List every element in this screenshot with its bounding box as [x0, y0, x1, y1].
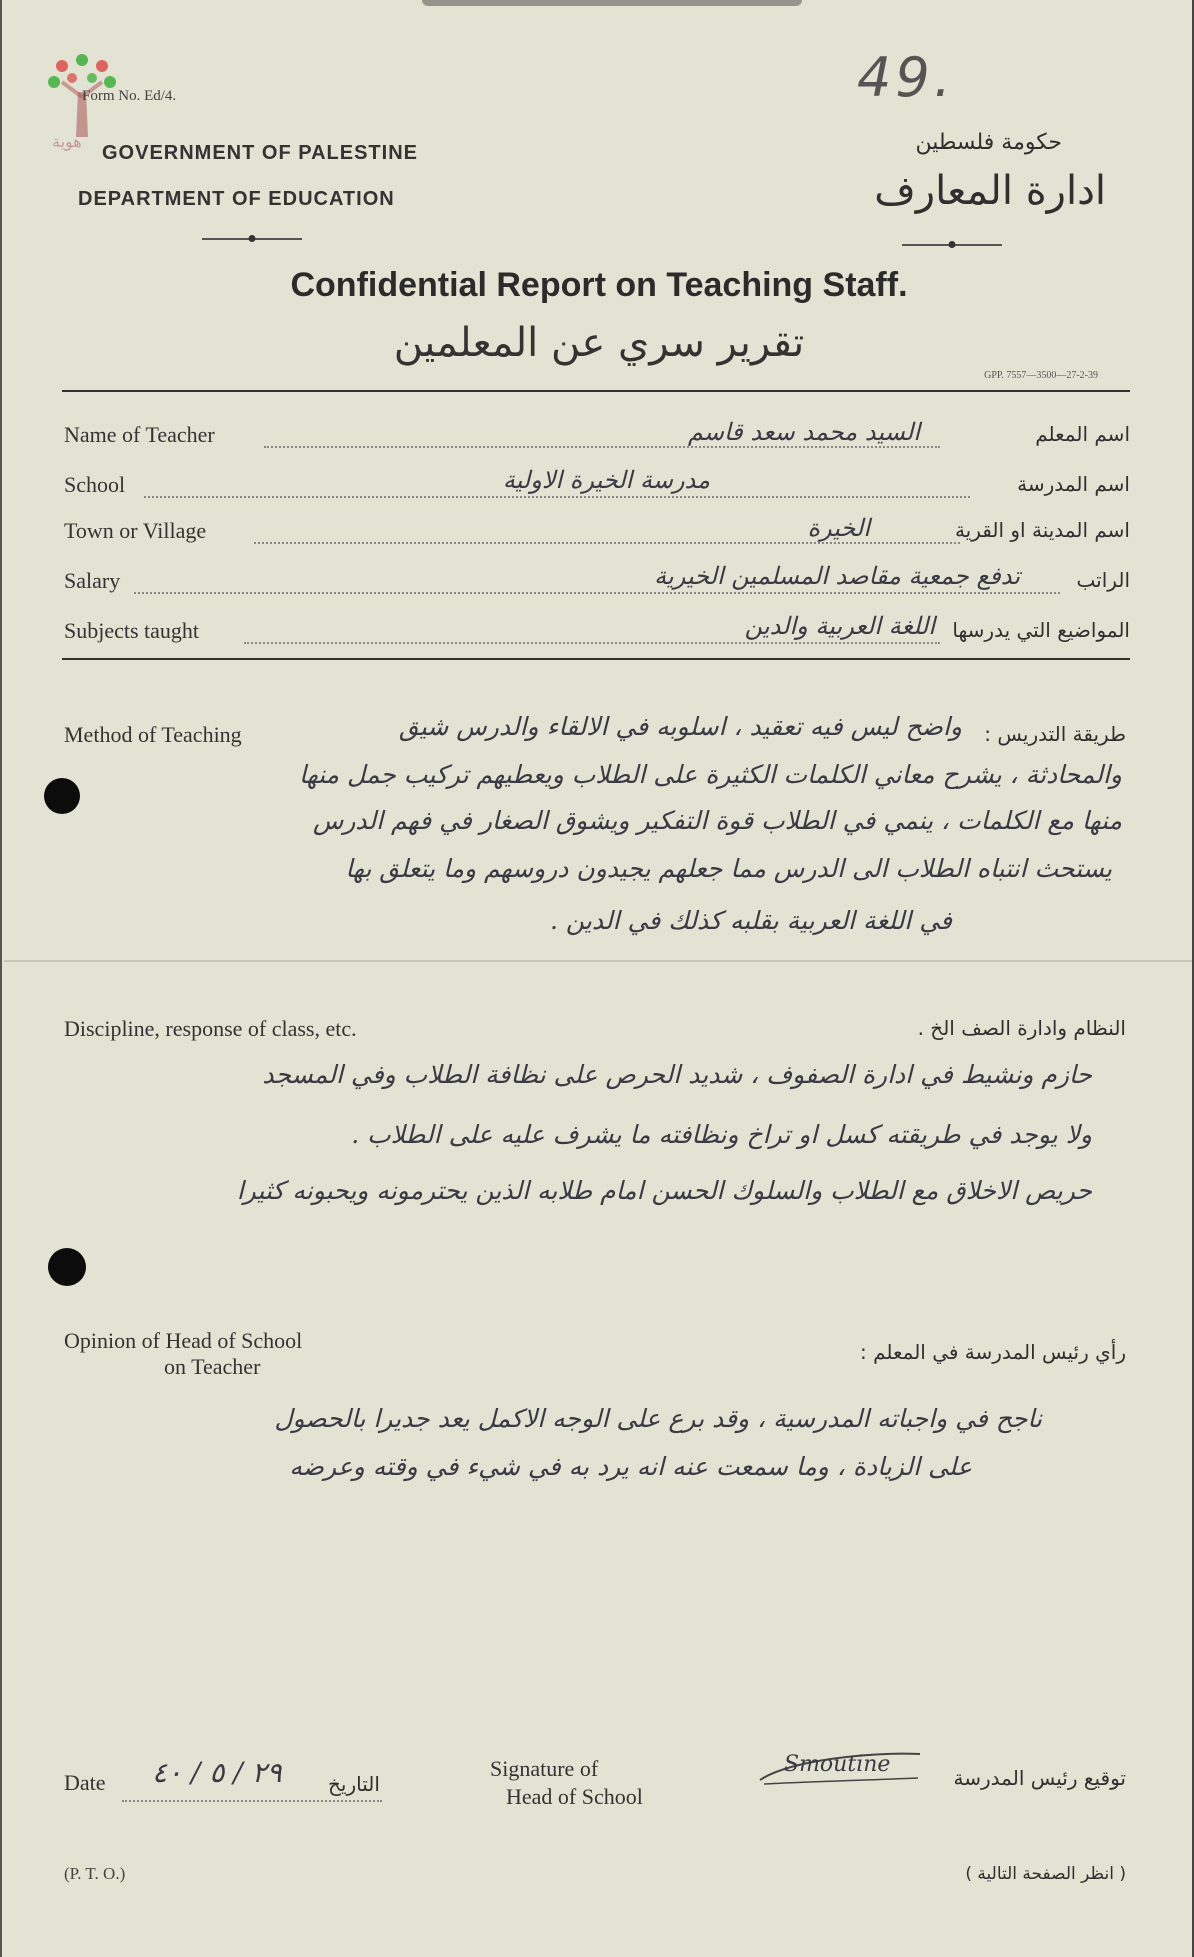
field-label-arabic: الراتب: [1076, 568, 1130, 592]
field-label: Town or Village: [64, 518, 207, 543]
field-label-arabic: اسم المدينة او القرية: [954, 518, 1130, 542]
field-label: Name of Teacher: [64, 422, 215, 447]
field-label-arabic: اسم المدرسة: [1017, 472, 1130, 496]
discipline-line: ولا يوجد في طريقته كسل او تراخ ونظافته ما يشرف عليه على الطلاب .: [351, 1120, 1092, 1149]
field-row: [64, 418, 1130, 458]
date-value: ٢٩ / ٥ / ٤٠: [152, 1756, 282, 1789]
field-value: السيد محمد سعد قاسم: [687, 418, 920, 446]
opinion-label-arabic: رأي رئيس المدرسة في المعلم :: [859, 1340, 1126, 1364]
dotted-line: [264, 446, 940, 448]
field-row: [64, 564, 1130, 604]
right-ornament-rule: [902, 244, 1002, 246]
department-title-arabic: ادارة المعارف: [874, 168, 1106, 214]
field-value: مدرسة الخيرة الاولية: [502, 466, 710, 494]
method-line: في اللغة العربية بقلبه كذلك في الدين .: [550, 906, 952, 935]
field-label-arabic: اسم المعلم: [1035, 422, 1130, 446]
watermark-text: هوية: [52, 132, 82, 151]
field-row: [64, 514, 1130, 554]
government-title: GOVERNMENT OF PALESTINE: [102, 142, 418, 164]
report-title: Confidential Report on Teaching Staff.: [290, 266, 908, 304]
signature-label: Signature of: [490, 1756, 599, 1781]
opinion-label-line2: on Teacher: [164, 1354, 261, 1379]
government-title-arabic: حكومة فلسطين: [915, 130, 1062, 155]
date-dotted-line: [122, 1800, 382, 1802]
field-row: [64, 614, 1130, 654]
signature-label-arabic: توقيع رئيس المدرسة: [953, 1766, 1126, 1790]
form-number: Form No. Ed/4.: [82, 88, 177, 104]
signature-text: Smoutine: [784, 1752, 891, 1777]
header-top-rule: [62, 390, 1130, 392]
field-label: School: [64, 472, 126, 497]
left-ornament-rule: [202, 238, 302, 240]
field-value: الخيرة: [807, 514, 870, 542]
signature: [750, 1740, 930, 1800]
method-label-arabic: طريقة التدريس :: [984, 722, 1126, 746]
discipline-line: حريص الاخلاق مع الطلاب والسلوك الحسن امام طلابه الذين يحترمونه ويحبونه كثيرا: [236, 1176, 1092, 1205]
method-label: Method of Teaching: [64, 722, 242, 747]
discipline-label: Discipline, response of class, etc.: [64, 1016, 357, 1041]
punch-hole: [44, 778, 80, 814]
field-label-arabic: المواضيع التي يدرسها: [952, 618, 1130, 642]
field-label: Salary: [64, 568, 121, 593]
opinion-line: ناجح في واجباته المدرسية ، وقد برع على الوجه الاكمل يعد جديرا بالحصول: [274, 1404, 1042, 1433]
field-row: [64, 466, 1130, 506]
print-code: GPP. 7557—3500—27-2-39: [984, 370, 1098, 381]
dotted-line: [134, 592, 1060, 594]
field-value: تدفع جمعية مقاصد المسلمين الخيرية: [654, 562, 1020, 590]
discipline-line: حازم ونشيط في ادارة الصفوف ، شديد الحرص على نظافة الطلاب وفي المسجد: [262, 1060, 1092, 1089]
dotted-line: [144, 496, 970, 498]
dotted-line: [254, 542, 960, 544]
field-label: Subjects taught: [64, 618, 200, 643]
report-title-arabic: تقرير سري عن المعلمين: [393, 320, 805, 366]
discipline-label-arabic: النظام وادارة الصف الخ .: [917, 1016, 1126, 1040]
fold-line: [4, 960, 1192, 962]
page-number: 49.: [857, 46, 955, 109]
dotted-line: [244, 642, 940, 644]
date-label: Date: [64, 1770, 106, 1795]
fields-bottom-rule: [62, 658, 1130, 660]
top-edge-bleed: [422, 0, 802, 6]
signature-label-line2: Head of School: [506, 1784, 643, 1809]
opinion-line: على الزيادة ، وما سمعت عنه انه يرد به في شيء في وقته وعرضه: [289, 1452, 972, 1481]
method-line: يستحث انتباه الطلاب الى الدرس مما جعلهم يجيدون دروسهم وما يتعلق بها: [345, 854, 1112, 883]
pto-label: (P. T. O.): [64, 1864, 126, 1883]
field-value: اللغة العربية والدين: [744, 612, 935, 640]
date-label-arabic: التاريخ: [328, 1772, 380, 1796]
method-line: واضح ليس فيه تعقيد ، اسلوبه في الالقاء والدرس شيق: [398, 712, 962, 741]
method-line: منها مع الكلمات ، ينمي في الطلاب قوة التفكير ويشوق الصغار في فهم الدرس: [312, 806, 1122, 835]
pto-label-arabic: ( انظر الصفحة التالية ): [965, 1864, 1126, 1884]
opinion-label: Opinion of Head of School: [64, 1328, 303, 1353]
department-title: DEPARTMENT OF EDUCATION: [78, 188, 395, 210]
punch-hole: [48, 1248, 86, 1286]
method-line: والمحادثة ، يشرح معاني الكلمات الكثيرة على الطلاب ويعطيهم تركيب جمل منها: [299, 760, 1122, 789]
